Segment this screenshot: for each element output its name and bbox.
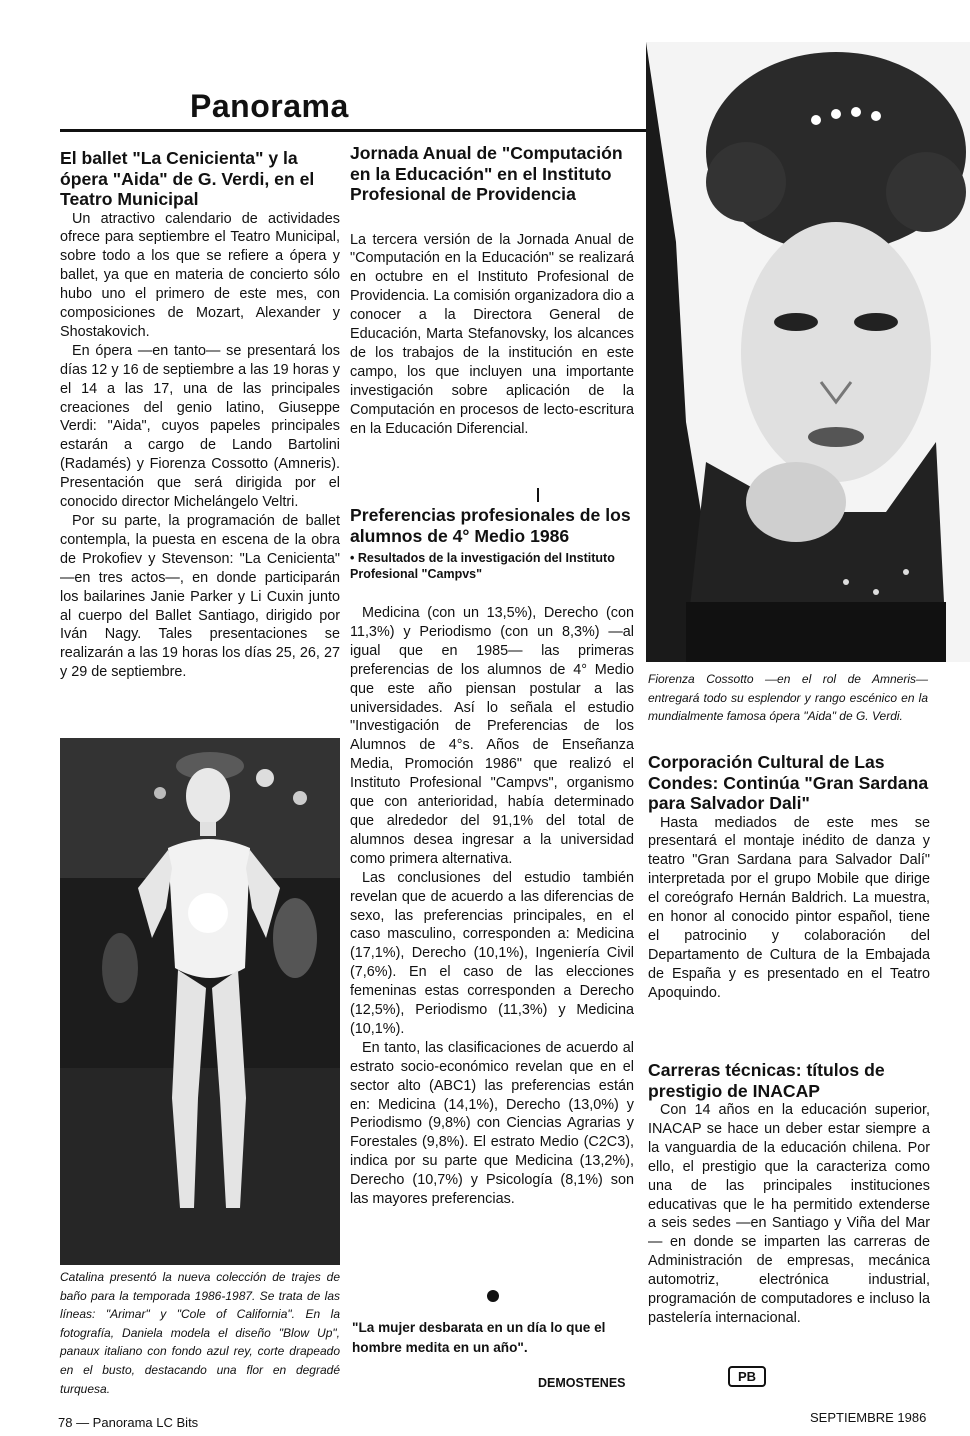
masthead-rule [60,129,646,132]
ballet-paragraph-2: En ópera —en tanto— se presentará los días 12 y 16 de septiembre a las 19 horas y el 14 a las 17, una de las principales creaciones del genio latino, Giuseppe Verdi: "Aida", cuyos papeles principales estarán a cargo de Lando Bartolini (Radamés) y Fiorenza Cossotto (Amneris). Presentación que será dirigida por el conocido director Michelángelo Veltri. [60,342,340,511]
jornada-paragraph: La tercera versión de la Jornada Anual de "Computación en la Educación" se realizará en octubre en el Instituto Profesional de Providencia. La comisión organizadora dio a conocer a la Directora General de Educación, Marta Stefanovsky, los alcances de los trabajos de la institución en este campo, los que incluyen una importante investigación sobre aplicación de la Computación en procesos de lecto-escritura en la Educación Diferencial. [350,231,634,437]
footer-page-info: 78 — Panorama LC Bits [58,1415,199,1430]
page-masthead: Panorama [190,88,349,124]
quote-text: "La mujer desbarata en un día lo que el hombre medita en un año". [352,1320,606,1355]
section-divider-mark [537,488,539,502]
swimsuit-photo-illustration [60,738,340,1265]
preferencias-paragraph-3: En tanto, las clasificaciones de acuerdo al estrato socio-económico revelan que en el sector alto (ABC1) las preferencias están en: Medicina (14,1%), Derecho (13,0%) y Periodismo (9,8%) con Ciencias Agrarias y Forestales (9,8%). El estrato Medio (C2C3), indica por su parte que Medicina (13,2%), Derecho (10,7%) y Psicología (8,1%) son las mayores preferencias. [350,1039,634,1208]
corporacion-headline: Corporación Cultural de Las Condes: Continúa "Gran Sardana para Salvador Dali" [648,752,929,813]
footer-date: SEPTIEMBRE 1986 [810,1410,927,1425]
carreras-article [648,1060,930,1328]
preferencias-headline: Preferencias profesionales de los alumnos de 4° Medio 1986 [350,505,631,546]
quote-author: DEMOSTENES [538,1376,626,1390]
quote-bullet [487,1290,499,1302]
corporacion-article [648,752,930,1003]
preferencias-paragraph-2: Las conclusiones del estudio también revelan que de acuerdo a las diferencias de sexo, las preferencias principales, en el caso masculino, corresponden a: Medicina (17,1%), Derecho (10,1%), Ingeniería Civil (7,6%). En el caso de las elecciones femeninas estas corresponden a Derecho (12,5%), Periodismo (11,3%) y Medicina (10,1%). [350,869,634,1037]
preferencias-article [350,505,634,1209]
cossotto-photo-caption: Fiorenza Cossotto —en el rol de Amneris— entregará todo su esplendor y rango escénico en la mundialmente famosa ópera "Aida" de G. Verdi. [648,672,928,724]
corporacion-paragraph: Hasta mediados de este mes se presentará el montaje inédito de danza y teatro "Gran Sardana para Salvador Dalí" interpretada por el grupo Mobile que dirige el coreógrafo Hernán Baldrich. La muestra, en honor al conocido pintor español, tiene el patrocinio y colaboración del Departamento de Cultura de la Embajada de España y es presentado en el Teatro Apoquindo. [648,814,930,1001]
ballet-paragraph-1: Un atractivo calendario de actividades ofrece para septiembre el Teatro Municipal, sobre todo a los que se refiere a ópera y ballet, ya que en materia de concierto sólo hubo uno el primero de este mes, con composiciones de Mozart, Alexander y Shostakovich. [60,210,340,340]
end-mark-logo: PB [728,1366,766,1387]
swimsuit-photo [60,738,340,1265]
cossotto-photo [646,42,970,662]
jornada-headline: Jornada Anual de "Computación en la Educación" en el Instituto Profesional de Providencia [350,143,623,204]
swimsuit-photo-caption: Catalina presentó la nueva colección de trajes de baño para la temporada 1986-1987. Se trata de las líneas: "Arimar" y "Cole of California". En la fotografía, Daniela modela el diseño "Blow Up", panaux italiano con fondo azul rey, corte drapeado en el busto, destacando una flor en degradé turquesa. [60,1270,340,1396]
carreras-headline: Carreras técnicas: títulos de prestigio de INACAP [648,1060,885,1101]
ballet-headline: El ballet "La Cenicienta" y la ópera "Aida" de G. Verdi, en el Teatro Municipal [60,148,315,209]
ballet-paragraph-3: Por su parte, la programación de ballet contempla, la puesta en escena de la obra de Prokofiev y Stevenson: "La Cenicienta" —en tres actos—, en donde participarán los bailarines Janie Parker y Li Cuxin junto al cuerpo del Ballet Santiago, dirigido por Iván Nagy. Tales presentaciones se realizarán a las 19 horas los días 25, 26, 27 y 29 de septiembre. [60,513,340,681]
cossotto-photo-illustration [646,42,970,662]
jornada-article [350,143,634,438]
preferencias-subhead: • Resultados de la investigación del Instituto Profesional "Campvs" [350,551,615,581]
ballet-article [60,148,340,682]
preferencias-paragraph-1: Medicina (con un 13,5%), Derecho (con 11,3%) y Periodismo (con un 8,3%) —al igual que en 1985— las primeras preferencias de los alumnos de 4° Medio que este año piensan postular a las universidades. Así lo señala el estudio "Investigación de Preferencias de los Alumnos de 4°s. Años de Enseñanza Media, Promoción 1986" que realizó el Instituto Profesional "Campvs", organismo que con anterioridad, había determinado que alrededor del 91,1% del total de alumnos desea ingresar a la universidad como primera alternativa. [350,605,634,867]
carreras-paragraph: Con 14 años en la educación superior, INACAP se hace un deber estar siempre a la vanguardia de la educación chilena. Por ello, el prestigio que la caracteriza como una de las principales instituciones educativas que le ha permitido extenderse a seis sedes —en Santiago y Viña del Mar— en donde se imparten las carreras de Administración de empresas, mecánica automotriz, electrónica industrial, programación de computadores e incluso la pastelería internacional. [648,1102,930,1326]
